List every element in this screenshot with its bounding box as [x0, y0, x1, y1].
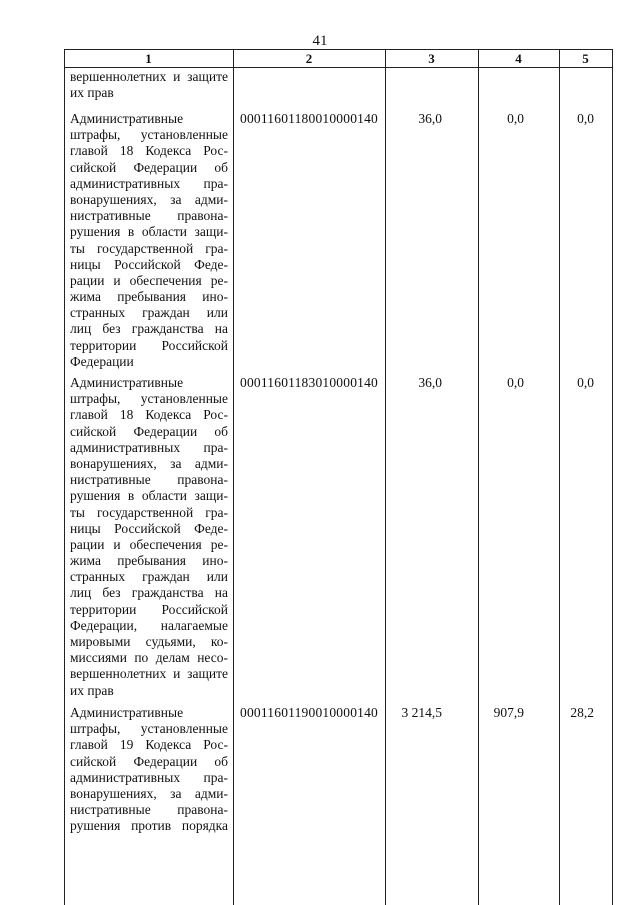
table-row-1-code: 00011601180010000140	[240, 111, 378, 126]
description-line: территории Российской	[70, 337, 228, 353]
table-row-2-description	[70, 375, 228, 699]
description-line: Административные	[70, 705, 184, 720]
description-line: Административные	[70, 111, 184, 126]
description-line: ты государственной гра-	[70, 240, 228, 256]
description-line: штрафы, установленные	[70, 391, 228, 407]
description-line: сийской Федерации об	[70, 159, 228, 175]
description-line: ницы Российской Феде-	[70, 256, 228, 272]
table-row-2-code: 00011601183010000140	[240, 375, 378, 390]
table-row-3-code: 00011601190010000140	[240, 705, 378, 720]
header-col-4: 4	[515, 51, 522, 66]
description-line: Федерации	[70, 353, 134, 369]
column-border-4	[559, 49, 560, 905]
description-line: их прав	[70, 85, 114, 101]
table-row-2-col5: 0,0	[577, 375, 594, 390]
description-line: лиц без гражданства на	[70, 585, 228, 601]
description-line: вонарушениях, за адми-	[70, 785, 228, 801]
description-line: вонарушениях, за адми-	[70, 455, 228, 471]
table-header-row	[64, 50, 613, 67]
description-line: вершеннолетних и защите	[70, 666, 228, 682]
table-row-3-col4: 907,9	[493, 705, 524, 720]
description-line: Федерации, налагаемые	[70, 617, 228, 633]
description-line: административных пра-	[70, 439, 228, 455]
description-line: административных пра-	[70, 175, 228, 191]
description-line: жима пребывания ино-	[70, 289, 228, 305]
description-line: главой 19 Кодекса Рос-	[70, 737, 228, 753]
description-line: административных пра-	[70, 769, 228, 785]
description-line: ницы Российской Феде-	[70, 520, 228, 536]
header-col-2: 2	[305, 51, 313, 66]
table-row-1-col5: 0,0	[577, 111, 594, 126]
column-border-3	[478, 49, 479, 905]
description-line: вонарушениях, за адми-	[70, 191, 228, 207]
description-line: штрафы, установленные	[70, 127, 228, 143]
column-border-1	[233, 49, 234, 905]
description-line: территории Российской	[70, 601, 228, 617]
table-row-2-col3: 36,0	[418, 375, 442, 390]
description-line: нистративные правона-	[70, 802, 228, 818]
description-line: главой 18 Кодекса Рос-	[70, 143, 228, 159]
description-line: рации и обеспечения ре-	[70, 536, 228, 552]
description-line: вершеннолетних и защите	[70, 69, 228, 84]
description-line: рушения в области защи-	[70, 224, 228, 240]
header-col-5: 5	[582, 51, 589, 66]
description-line: лиц без гражданства на	[70, 321, 228, 337]
table-row-3-description	[70, 705, 228, 835]
header-bottom-border	[64, 67, 613, 68]
description-line: штрафы, установленные	[70, 721, 228, 737]
description-line: жима пребывания ино-	[70, 553, 228, 569]
column-border-left	[64, 49, 65, 905]
description-line: рации и обеспечения ре-	[70, 272, 228, 288]
table-row-1-col4: 0,0	[507, 111, 524, 126]
description-line: Административные	[70, 375, 184, 390]
table-row-1-description	[70, 111, 228, 370]
table-row-3-col5: 28,2	[570, 705, 594, 720]
description-line: нистративные правона-	[70, 472, 228, 488]
description-line: мировыми судьями, ко-	[70, 634, 228, 649]
description-line: ты государственной гра-	[70, 504, 228, 520]
description-line: сийской Федерации об	[70, 753, 228, 769]
column-border-right	[612, 49, 613, 905]
table-row-1-col3: 36,0	[418, 111, 442, 126]
page-number: 41	[312, 33, 328, 49]
table-row-3-col3: 3 214,5	[401, 705, 442, 720]
table-row-2-col4: 0,0	[507, 375, 524, 390]
description-line: их прав	[70, 682, 114, 698]
description-line: нистративные правона-	[70, 208, 228, 224]
description-line: миссиями по делам несо-	[70, 650, 228, 666]
table-row-0-description	[70, 69, 228, 101]
description-line: главой 18 Кодекса Рос-	[70, 407, 228, 423]
description-line: рушения в области защи-	[70, 488, 228, 504]
description-line: странных граждан или	[70, 569, 228, 585]
description-line: рушения против порядка	[70, 818, 228, 834]
header-col-3: 3	[428, 51, 435, 66]
description-line: сийской Федерации об	[70, 423, 228, 439]
header-col-1: 1	[145, 51, 152, 66]
description-line: странных граждан или	[70, 305, 228, 321]
column-border-2	[385, 49, 386, 905]
